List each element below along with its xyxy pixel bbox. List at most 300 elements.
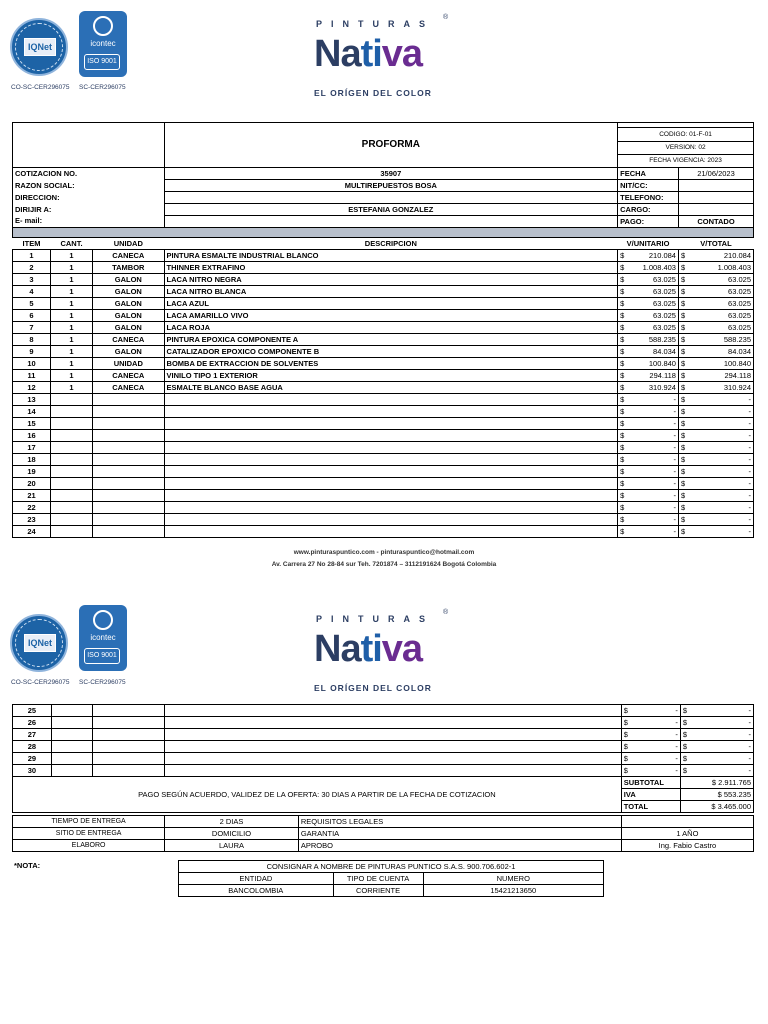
- fecha-label: FECHA: [618, 168, 679, 180]
- icontec-logo: [79, 11, 127, 77]
- currency-symbol: $: [623, 741, 628, 751]
- item-vtotal: [678, 394, 753, 406]
- footer-address: Av. Carrera 27 No 28-84 sur Teh. 7201874 – 3112191624 Bogotá Colombia: [271, 561, 497, 568]
- bank-table: [178, 860, 604, 897]
- item-vtotal-amount: -: [748, 406, 751, 416]
- item-vunitario-amount: 210.084: [648, 250, 676, 260]
- item-vtotal: [678, 346, 753, 358]
- item-number: 22: [13, 502, 51, 514]
- item-vtotal: [678, 478, 753, 490]
- currency-symbol: $: [623, 753, 628, 763]
- items-table-page2: [12, 704, 754, 852]
- razon-social-value: MULTIREPUESTOS BOSA: [164, 180, 618, 192]
- column-header-item: ITEM: [22, 238, 41, 248]
- aprobo-label: APROBO: [298, 840, 621, 852]
- item-vunitario: [621, 765, 680, 777]
- item-vunitario: [618, 442, 679, 454]
- item-vunitario: [618, 526, 679, 538]
- item-descripcion: [164, 502, 618, 514]
- table-row: [13, 454, 754, 466]
- item-descripcion: [165, 705, 622, 717]
- item-unidad: [93, 729, 165, 741]
- currency-symbol: $: [680, 286, 686, 296]
- item-vtotal-amount: 63.025: [728, 322, 751, 332]
- currency-symbol: $: [620, 358, 625, 368]
- table-row: [13, 490, 754, 502]
- item-vunitario-amount: 294.118: [649, 370, 676, 380]
- item-vtotal-amount: 100.840: [723, 358, 751, 368]
- pago-label: PAGO:: [618, 216, 679, 228]
- consignar-text: CONSIGNAR A NOMBRE DE PINTURAS PUNTICO S.A.S. 900.706.602-1: [179, 861, 604, 873]
- item-vunitario: [618, 490, 679, 502]
- item-number: 28: [13, 741, 52, 753]
- conditions-text: PAGO SEGÚN ACUERDO, VALIDEZ DE LA OFERTA: 30 DIAS A PARTIR DE LA FECHA DE COTIZACION: [13, 777, 622, 813]
- item-descripcion: LACA NITRO BLANCA: [164, 286, 618, 298]
- table-row: [13, 346, 754, 358]
- cert-code: SC-CER296075: [79, 679, 126, 686]
- item-vunitario-amount: 84.034: [653, 346, 676, 356]
- codigo: CODIGO: 01-F-01: [618, 128, 754, 141]
- currency-symbol: $: [620, 346, 625, 356]
- entidad-value: BANCOLOMBIA: [179, 885, 334, 897]
- item-vtotal: [678, 406, 753, 418]
- item-vtotal-amount: -: [748, 514, 751, 524]
- item-unidad: CANECA: [93, 370, 165, 382]
- currency-symbol: $: [682, 729, 688, 739]
- item-vtotal-amount: 1.008.403: [717, 262, 751, 272]
- item-vtotal: [678, 430, 753, 442]
- item-vunitario: [618, 382, 679, 394]
- total-value: $ 3.465.000: [680, 801, 753, 813]
- currency-symbol: $: [680, 250, 686, 260]
- item-unidad: UNIDAD: [93, 358, 165, 370]
- table-row: [13, 358, 754, 370]
- item-number: 15: [13, 418, 51, 430]
- currency-symbol: $: [620, 442, 625, 452]
- item-vunitario: [621, 753, 680, 765]
- item-vunitario-amount: -: [675, 765, 678, 775]
- table-row: [13, 298, 754, 310]
- item-unidad: CANECA: [93, 382, 165, 394]
- icontec-logo: [79, 605, 127, 671]
- item-unidad: [93, 705, 165, 717]
- fecha-vigencia: FECHA VIGENCIA: 2023: [618, 154, 754, 167]
- item-vunitario-amount: -: [673, 418, 676, 428]
- item-descripcion: [164, 454, 618, 466]
- item-vtotal: [678, 442, 753, 454]
- currency-symbol: $: [680, 262, 686, 272]
- currency-symbol: $: [623, 717, 628, 727]
- requisitos-label: REQUISITOS LEGALES: [298, 816, 621, 828]
- item-vunitario: [618, 454, 679, 466]
- nit-label: NIT/CC:: [618, 180, 679, 192]
- item-unidad: GALON: [93, 322, 165, 334]
- item-vtotal: [678, 250, 753, 262]
- item-descripcion: LACA ROJA: [164, 322, 618, 334]
- item-vunitario-amount: 588.235: [648, 334, 676, 344]
- currency-symbol: $: [680, 514, 686, 524]
- item-vtotal-amount: 63.025: [728, 274, 751, 284]
- item-cant: [51, 765, 93, 777]
- item-number: 17: [13, 442, 51, 454]
- item-vtotal: [678, 334, 753, 346]
- item-vunitario-amount: 100.840: [648, 358, 676, 368]
- elaboro-label: ELABORO: [13, 840, 165, 852]
- item-unidad: [93, 514, 165, 526]
- item-vunitario: [618, 286, 679, 298]
- tiempo-entrega-value: 2 DIAS: [165, 816, 299, 828]
- table-row: [13, 250, 754, 262]
- iva-value: $ 553.235: [680, 789, 753, 801]
- item-vunitario: [618, 478, 679, 490]
- item-vtotal: [678, 370, 753, 382]
- table-row: [13, 526, 754, 538]
- item-unidad: GALON: [93, 286, 165, 298]
- nota-label: *NOTA:: [14, 861, 41, 870]
- item-vunitario: [618, 322, 679, 334]
- dirigir-value: ESTEFANIA GONZALEZ: [164, 204, 618, 216]
- item-number: 20: [13, 478, 51, 490]
- table-row: [13, 286, 754, 298]
- iva-label: IVA: [621, 789, 680, 801]
- telefono-label: TELEFONO:: [618, 192, 679, 204]
- garantia-label: GARANTIA: [298, 828, 621, 840]
- tipo-cuenta-value: CORRIENTE: [333, 885, 423, 897]
- item-vunitario: [618, 250, 679, 262]
- currency-symbol: $: [620, 514, 625, 524]
- item-vtotal: [680, 753, 753, 765]
- item-number: 10: [13, 358, 51, 370]
- item-descripcion: BOMBA DE EXTRACCION DE SOLVENTES: [164, 358, 618, 370]
- item-descripcion: CATALIZADOR EPOXICO COMPONENTE B: [164, 346, 618, 358]
- currency-symbol: $: [623, 765, 628, 775]
- column-header-unidad: UNIDAD: [113, 238, 143, 248]
- item-descripcion: [164, 514, 618, 526]
- item-cant: [51, 478, 93, 490]
- currency-symbol: $: [620, 274, 625, 284]
- currency-symbol: $: [620, 262, 625, 272]
- item-vunitario-amount: -: [673, 514, 676, 524]
- item-vunitario-amount: -: [673, 490, 676, 500]
- brand-top-text: PINTURAS: [316, 614, 435, 624]
- currency-symbol: $: [680, 334, 686, 344]
- razon-social-label: RAZON SOCIAL:: [13, 180, 165, 192]
- item-number: 26: [13, 717, 52, 729]
- item-descripcion: [164, 490, 618, 502]
- item-vunitario-amount: -: [675, 753, 678, 763]
- item-cant: [51, 442, 93, 454]
- iqnet-logo-text: IQNet: [24, 38, 56, 56]
- currency-symbol: $: [682, 765, 688, 775]
- cargo-label: CARGO:: [618, 204, 679, 216]
- brand-tagline: EL ORÍGEN DEL COLOR: [314, 683, 432, 693]
- item-cant: [51, 502, 93, 514]
- item-cant: [51, 514, 93, 526]
- iso-label: ISO 9001: [84, 648, 120, 664]
- currency-symbol: $: [680, 310, 686, 320]
- item-vunitario-amount: 310.924: [648, 382, 676, 392]
- currency-symbol: $: [680, 370, 686, 380]
- item-number: 5: [13, 298, 51, 310]
- total-label: TOTAL: [621, 801, 680, 813]
- item-vtotal-amount: -: [748, 717, 751, 727]
- item-vunitario-amount: -: [673, 502, 676, 512]
- item-unidad: [93, 418, 165, 430]
- item-unidad: CANECA: [93, 334, 165, 346]
- item-descripcion: [164, 466, 618, 478]
- item-vtotal: [678, 466, 753, 478]
- item-descripcion: [165, 729, 622, 741]
- table-row: [13, 274, 754, 286]
- cotizacion-value: 35907: [164, 168, 618, 180]
- item-vunitario-amount: 1.008.403: [642, 262, 676, 272]
- item-vunitario-amount: -: [673, 406, 676, 416]
- brand-top-text: PINTURAS: [316, 19, 435, 29]
- item-unidad: GALON: [93, 274, 165, 286]
- table-row: [13, 310, 754, 322]
- proforma-title: PROFORMA: [164, 123, 618, 168]
- table-row: [13, 765, 754, 777]
- footer-contact: www.pinturaspuntico.com - pinturaspuntico@hotmail.com: [293, 549, 475, 556]
- item-vunitario: [618, 394, 679, 406]
- table-row: [13, 729, 754, 741]
- currency-symbol: $: [620, 466, 625, 476]
- item-vunitario-amount: -: [673, 454, 676, 464]
- currency-symbol: $: [680, 346, 686, 356]
- item-descripcion: [164, 430, 618, 442]
- item-number: 9: [13, 346, 51, 358]
- item-vunitario: [621, 705, 680, 717]
- direccion-label: DIRECCION:: [13, 192, 165, 204]
- item-vunitario: [621, 717, 680, 729]
- currency-symbol: $: [620, 250, 625, 260]
- currency-symbol: $: [680, 298, 686, 308]
- item-vunitario: [618, 274, 679, 286]
- item-descripcion: ESMALTE BLANCO BASE AGUA: [164, 382, 618, 394]
- icontec-logo-text: icontec: [90, 39, 116, 48]
- currency-symbol: $: [620, 310, 625, 320]
- entidad-label: ENTIDAD: [179, 873, 334, 885]
- item-vtotal-amount: -: [748, 705, 751, 715]
- currency-symbol: $: [620, 394, 625, 404]
- item-number: 8: [13, 334, 51, 346]
- item-vtotal-amount: 210.084: [723, 250, 751, 260]
- item-vtotal-amount: -: [748, 466, 751, 476]
- item-vtotal-amount: 63.025: [728, 298, 751, 308]
- currency-symbol: $: [620, 490, 625, 500]
- currency-symbol: $: [620, 418, 625, 428]
- item-vtotal-amount: 310.924: [723, 382, 751, 392]
- version: VERSION: 02: [618, 141, 754, 154]
- currency-symbol: $: [680, 526, 686, 536]
- item-unidad: [93, 430, 165, 442]
- item-vunitario: [618, 310, 679, 322]
- item-descripcion: [164, 442, 618, 454]
- item-cant: 1: [51, 358, 93, 370]
- item-number: 3: [13, 274, 51, 286]
- currency-symbol: $: [623, 705, 628, 715]
- item-vunitario: [618, 262, 679, 274]
- currency-symbol: $: [682, 741, 688, 751]
- item-cant: 1: [51, 298, 93, 310]
- item-number: 11: [13, 370, 51, 382]
- item-vtotal-amount: -: [748, 741, 751, 751]
- item-vunitario-amount: -: [673, 442, 676, 452]
- item-number: 18: [13, 454, 51, 466]
- item-vtotal: [678, 514, 753, 526]
- item-vtotal: [678, 358, 753, 370]
- item-vtotal: [678, 274, 753, 286]
- item-unidad: [93, 753, 165, 765]
- currency-symbol: $: [680, 442, 686, 452]
- item-cant: 1: [51, 250, 93, 262]
- item-vunitario: [618, 502, 679, 514]
- item-vtotal-amount: -: [748, 502, 751, 512]
- item-cant: 1: [51, 262, 93, 274]
- table-row: [13, 741, 754, 753]
- item-unidad: [93, 741, 165, 753]
- item-cant: [51, 490, 93, 502]
- item-vunitario: [618, 430, 679, 442]
- table-row: [13, 418, 754, 430]
- item-unidad: [93, 490, 165, 502]
- item-vunitario-amount: -: [675, 729, 678, 739]
- currency-symbol: $: [680, 322, 686, 332]
- cert-code: CO-SC-CER296075: [11, 84, 70, 91]
- item-cant: 1: [51, 370, 93, 382]
- item-vtotal-amount: 294.118: [724, 370, 751, 380]
- item-cant: 1: [51, 274, 93, 286]
- proforma-header-table: [12, 122, 754, 538]
- dirigir-label: DIRIJIR A:: [13, 204, 165, 216]
- item-number: 4: [13, 286, 51, 298]
- sitio-entrega-value: DOMICILIO: [165, 828, 299, 840]
- currency-symbol: $: [682, 705, 688, 715]
- currency-symbol: $: [680, 406, 686, 416]
- item-cant: [51, 705, 93, 717]
- item-vtotal-amount: 63.025: [728, 286, 751, 296]
- currency-symbol: $: [620, 430, 625, 440]
- item-vtotal-amount: -: [748, 430, 751, 440]
- subtotal-value: $ 2.911.765: [680, 777, 753, 789]
- table-row: [13, 753, 754, 765]
- item-number: 16: [13, 430, 51, 442]
- numero-label: NUMERO: [423, 873, 603, 885]
- aprobo-value: Ing. Fabio Castro: [621, 840, 753, 852]
- currency-symbol: $: [680, 382, 686, 392]
- currency-symbol: $: [620, 322, 625, 332]
- item-unidad: TAMBOR: [93, 262, 165, 274]
- icontec-logo-text: icontec: [90, 633, 116, 642]
- item-vtotal-amount: -: [748, 490, 751, 500]
- item-vunitario-amount: 63.025: [653, 322, 676, 332]
- currency-symbol: $: [680, 358, 686, 368]
- item-cant: 1: [51, 322, 93, 334]
- item-cant: [51, 729, 93, 741]
- item-cant: [51, 741, 93, 753]
- item-vtotal-amount: -: [748, 478, 751, 488]
- column-header-cant: CANT.: [60, 238, 83, 248]
- item-cant: 1: [51, 346, 93, 358]
- item-cant: [51, 753, 93, 765]
- item-vtotal: [678, 310, 753, 322]
- item-descripcion: [165, 741, 622, 753]
- table-row: [13, 406, 754, 418]
- item-number: 1: [13, 250, 51, 262]
- item-vunitario: [618, 346, 679, 358]
- item-cant: 1: [51, 382, 93, 394]
- iqnet-logo: [10, 614, 68, 672]
- currency-symbol: $: [620, 382, 625, 392]
- currency-symbol: $: [680, 478, 686, 488]
- item-number: 7: [13, 322, 51, 334]
- item-vunitario-amount: -: [675, 717, 678, 727]
- item-vtotal: [678, 418, 753, 430]
- elaboro-value: LAURA: [165, 840, 299, 852]
- item-descripcion: THINNER EXTRAFINO: [164, 262, 618, 274]
- item-vunitario-amount: 63.025: [653, 274, 676, 284]
- item-unidad: [93, 478, 165, 490]
- item-vtotal-amount: -: [748, 454, 751, 464]
- currency-symbol: $: [620, 286, 625, 296]
- currency-symbol: $: [623, 729, 628, 739]
- items-table-page1: [13, 250, 754, 538]
- item-vunitario: [618, 358, 679, 370]
- item-number: 30: [13, 765, 52, 777]
- item-number: 13: [13, 394, 51, 406]
- table-row: [13, 382, 754, 394]
- item-unidad: GALON: [93, 298, 165, 310]
- email-label: E- mail:: [13, 216, 165, 228]
- item-vunitario: [621, 729, 680, 741]
- item-vunitario-amount: -: [675, 741, 678, 751]
- item-unidad: [93, 717, 165, 729]
- registered-mark: ®: [443, 609, 449, 616]
- currency-symbol: $: [620, 370, 625, 380]
- item-unidad: [93, 526, 165, 538]
- fecha-value: 21/06/2023: [678, 168, 753, 180]
- column-header-vunitario: V/UNITARIO: [626, 238, 670, 248]
- item-descripcion: [164, 478, 618, 490]
- item-unidad: GALON: [93, 310, 165, 322]
- item-descripcion: PINTURA ESMALTE INDUSTRIAL BLANCO: [164, 250, 618, 262]
- column-header-descripcion: DESCRIPCION: [364, 238, 417, 248]
- item-descripcion: PINTURA EPOXICA COMPONENTE A: [164, 334, 618, 346]
- item-number: 29: [13, 753, 52, 765]
- item-vtotal: [678, 490, 753, 502]
- currency-symbol: $: [682, 717, 688, 727]
- item-unidad: [93, 765, 165, 777]
- item-vtotal: [680, 705, 753, 717]
- item-unidad: [93, 442, 165, 454]
- item-vunitario: [621, 741, 680, 753]
- item-vtotal: [678, 454, 753, 466]
- item-number: 24: [13, 526, 51, 538]
- item-number: 12: [13, 382, 51, 394]
- item-number: 21: [13, 490, 51, 502]
- item-descripcion: [165, 753, 622, 765]
- item-descripcion: [164, 406, 618, 418]
- item-descripcion: [164, 394, 618, 406]
- table-row: [13, 705, 754, 717]
- currency-symbol: $: [620, 454, 625, 464]
- item-cant: 1: [51, 334, 93, 346]
- table-row: [13, 466, 754, 478]
- item-vtotal-amount: -: [748, 394, 751, 404]
- item-descripcion: [164, 526, 618, 538]
- table-row: [13, 478, 754, 490]
- item-cant: [51, 466, 93, 478]
